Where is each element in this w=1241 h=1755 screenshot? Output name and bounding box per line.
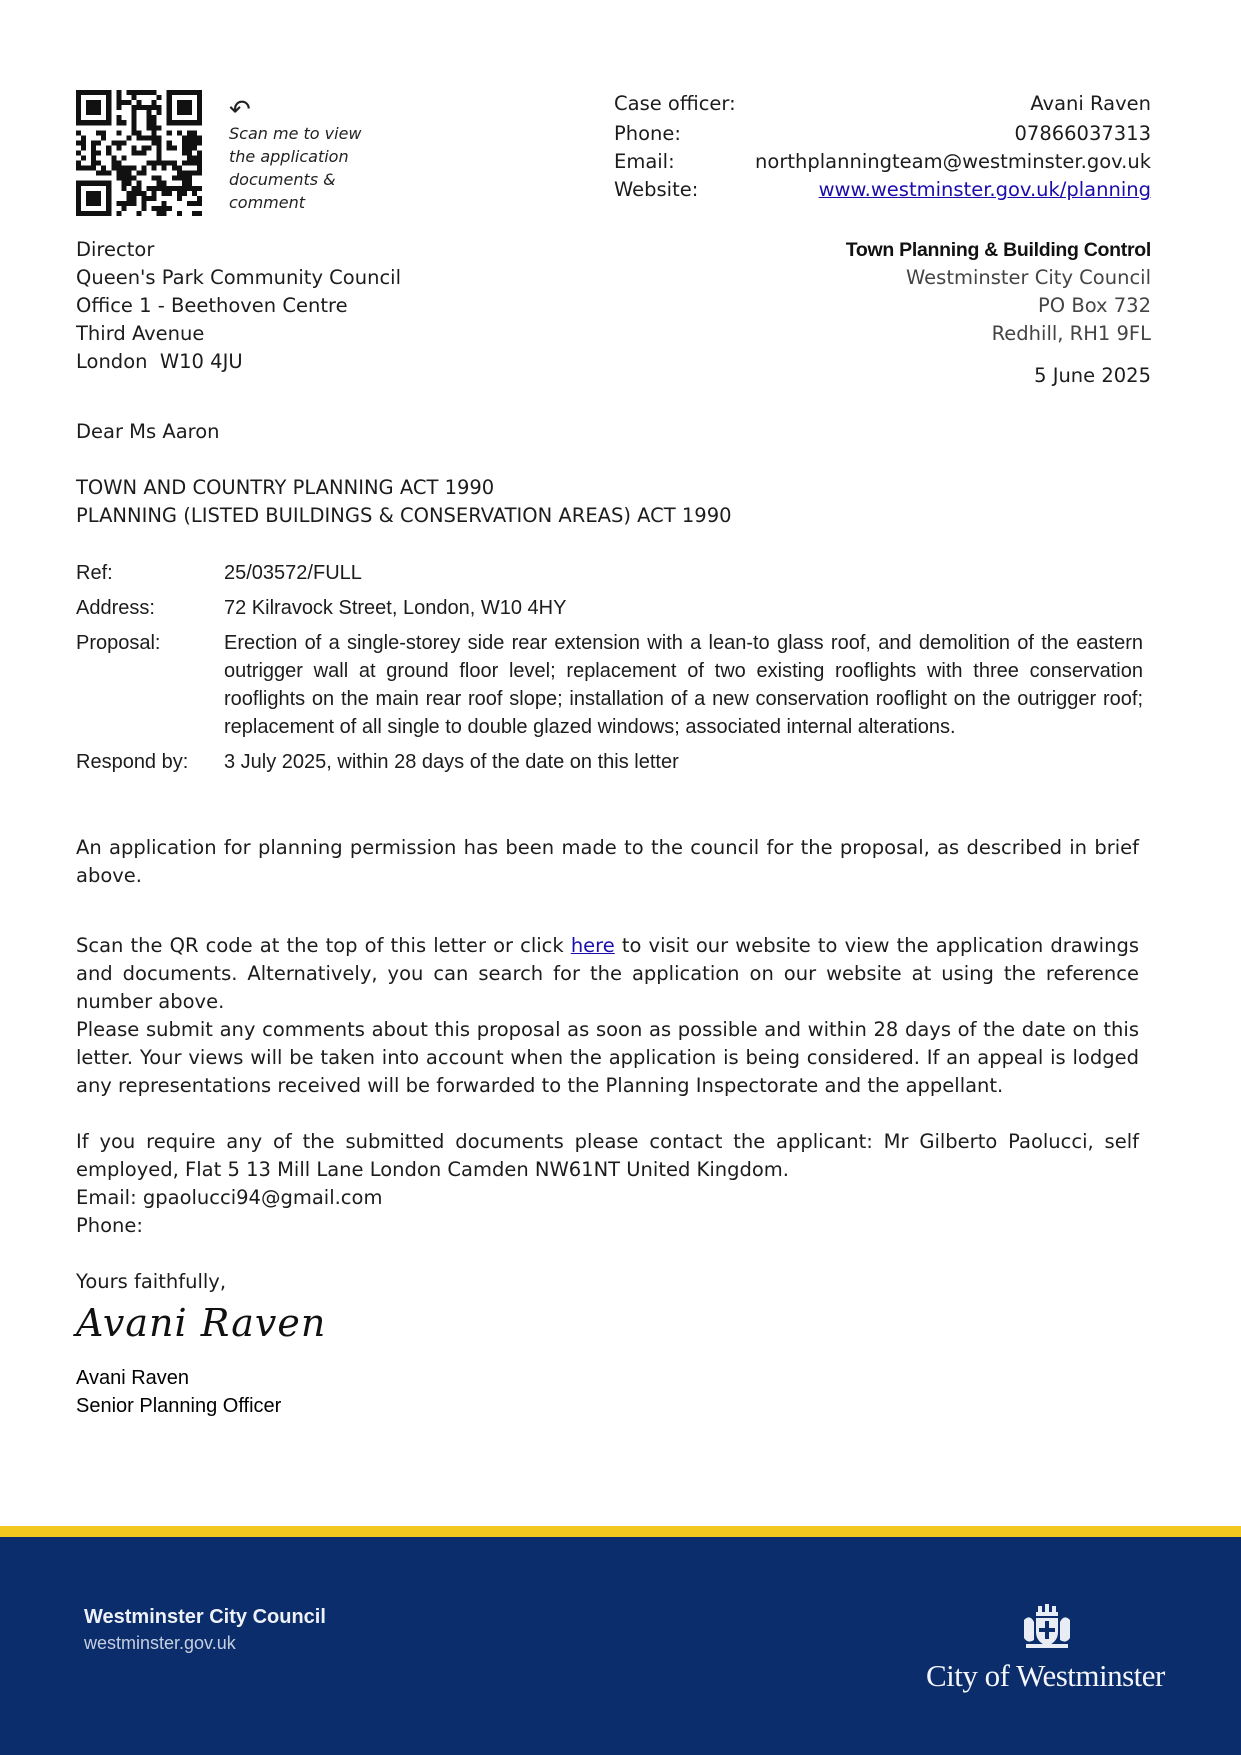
footer-website[interactable]: westminster.gov.uk (84, 1633, 236, 1653)
intro-paragraph: An application for planning permission has been made to the council for the proposal, as described in brief above. (76, 836, 1139, 887)
sender-line: PO Box 732 (1038, 294, 1151, 317)
ref-value: 25/03572/FULL (224, 562, 362, 584)
recipient-line: London W10 4JU (76, 350, 243, 373)
salutation: Dear Ms Aaron (76, 420, 220, 443)
qr-code[interactable] (76, 90, 202, 216)
sender-line: Westminster City Council (906, 266, 1151, 289)
footer-stripe (0, 1526, 1241, 1537)
city-of-westminster-logo: City of Westminster (926, 1658, 1165, 1693)
recipient-line: Office 1 - Beethoven Centre (76, 294, 348, 317)
letter-date: 5 June 2025 (1034, 364, 1151, 387)
ref-row (76, 559, 1143, 587)
comments-paragraph: Please submit any comments about this proposal as soon as possible and within 28 days of the date on this letter. Your views will be taken into account when the application is being considered. If an appeal is lodged any representations received will be forwarded to the Planning Inspectorate and the appellant. (76, 1018, 1139, 1097)
recipient-line: Director (76, 238, 155, 261)
act-line: PLANNING (LISTED BUILDINGS & CONSERVATION AREAS) ACT 1990 (76, 504, 732, 527)
email-label: Email: (614, 150, 675, 173)
website-label: Website: (614, 178, 699, 201)
proposal-label: Proposal: (76, 632, 161, 654)
phone-label: Phone: (614, 122, 681, 145)
qr-paragraph-text: to visit our website to view the application drawings and documents. Alternatively, you can search for the application on our website at using the reference number above. (76, 934, 1140, 1013)
sender-line: Redhill, RH1 9FL (991, 322, 1151, 345)
applicant-contact: If you require any of the submitted documents please contact the applicant: Mr Gilberto Paolucci, self employed, Flat 5 13 Mill Lane London Camden NW61NT United Kingdom. (76, 1130, 1139, 1181)
respond-row (76, 748, 1143, 776)
sender-address (846, 236, 1151, 348)
here-link[interactable]: here (570, 934, 615, 957)
qr-caption-line: Scan me to view (229, 124, 362, 143)
valediction: Yours faithfully, (76, 1270, 227, 1293)
ref-label: Ref: (76, 562, 113, 584)
applicant-phone: Phone: (76, 1214, 143, 1237)
signatory-name: Avani Raven (76, 1367, 190, 1389)
application-details (76, 559, 1143, 783)
address-row (76, 594, 1143, 622)
signatory-title: Senior Planning Officer (76, 1395, 282, 1417)
website-link[interactable]: www.westminster.gov.uk/planning (818, 178, 1151, 201)
documents-paragraph (76, 1128, 1139, 1240)
signatory (76, 1364, 281, 1420)
act-line: TOWN AND COUNTRY PLANNING ACT 1990 (76, 476, 495, 499)
qr-paragraph (76, 932, 1139, 1016)
respond-label: Respond by: (76, 751, 189, 773)
proposal-value: Erection of a single-storey side rear extension with a lean-to glass roof, and demolition of the eastern outrigger wall at ground floor level; replacement of two existing rooflights with three conservation rooflights on the main rear roof slope; installation of a new conservation rooflight on the outrigger roof; replacement of all single to double glazed windows; associated internal alterations. (224, 632, 1143, 738)
sender-department: Town Planning & Building Control (845, 239, 1151, 261)
recipient-address (76, 236, 401, 376)
qr-caption-line: the application (229, 147, 349, 166)
respond-value: 3 July 2025, within 28 days of the date on this letter (224, 751, 679, 773)
qr-caption-line: comment (229, 193, 306, 212)
contact-block (614, 90, 1151, 204)
qr-caption (229, 95, 362, 214)
signature: Avani Raven (76, 1301, 327, 1345)
qr-modules (76, 90, 202, 216)
recipient-line: Third Avenue (76, 322, 205, 345)
qr-paragraph-text: Scan the QR code at the top of this letter or click (76, 934, 571, 957)
footer-org-name: Westminster City Council (84, 1606, 326, 1628)
phone-value: 07866037313 (1014, 122, 1151, 145)
legislation-heading (76, 474, 732, 530)
qr-caption-line: documents & (229, 170, 336, 189)
recipient-line: Queen's Park Community Council (76, 266, 401, 289)
westminster-crest-icon (1016, 1604, 1078, 1650)
address-label: Address: (76, 597, 155, 619)
case-officer-name: Avani Raven (1030, 92, 1151, 115)
case-officer-label: Case officer: (614, 92, 736, 115)
applicant-email: Email: gpaolucci94@gmail.com (76, 1186, 383, 1209)
email-value: northplanningteam@westminster.gov.uk (755, 150, 1151, 173)
address-value: 72 Kilravock Street, London, W10 4HY (224, 597, 567, 619)
proposal-row (76, 629, 1143, 741)
curved-arrow-icon: ↶ (229, 95, 251, 125)
